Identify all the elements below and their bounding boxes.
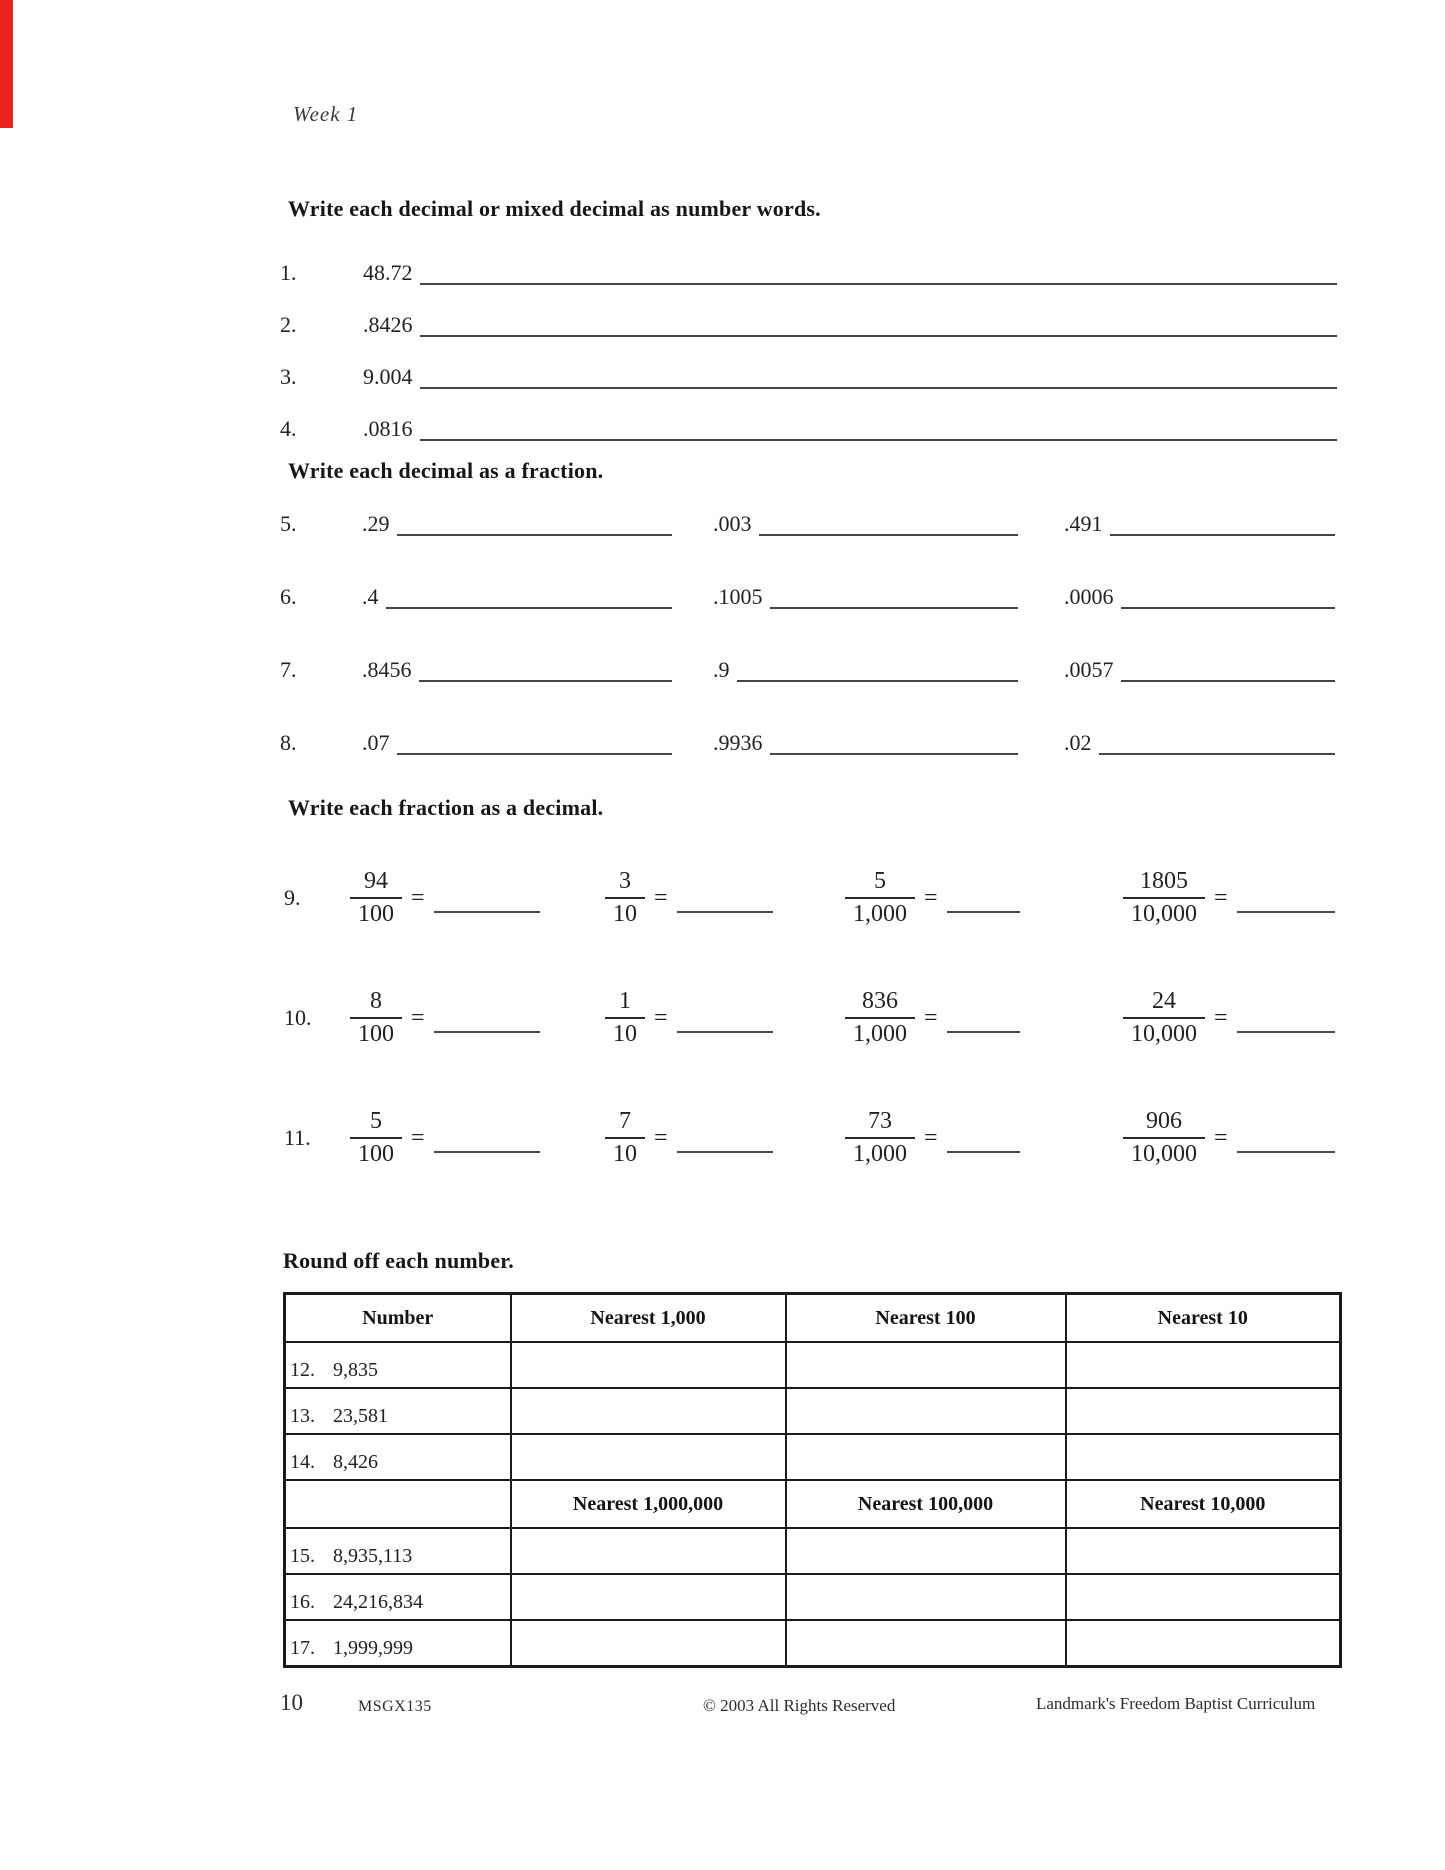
denominator: 10: [605, 897, 645, 929]
table-header-row: [285, 1294, 1341, 1343]
answer-blank-line: [677, 1031, 773, 1033]
item-number: 9.: [284, 885, 301, 910]
equals-sign: =: [654, 1124, 668, 1151]
answer-area: [362, 584, 672, 610]
item-value: 8,426: [333, 1451, 378, 1473]
item-value: .9936: [713, 730, 763, 755]
denominator: 10,000: [1123, 1017, 1205, 1049]
denominator: 1,000: [845, 897, 915, 929]
fraction-problem: [605, 973, 773, 1063]
denominator: 1,000: [845, 1017, 915, 1049]
numerator: 5: [370, 1108, 382, 1135]
answer-area: [1064, 511, 1335, 537]
answer-area: [713, 511, 1018, 537]
item-number: 2.: [280, 312, 297, 337]
answer-blank-line: [420, 387, 1338, 389]
denominator: 10: [605, 1137, 645, 1169]
fraction-problem: [845, 973, 1020, 1063]
answer-blank-line: [1099, 753, 1336, 755]
number-cell: [285, 1620, 511, 1667]
fraction-problem: [350, 1093, 540, 1183]
numerator: 906: [1146, 1108, 1182, 1135]
answer-area: [713, 657, 1018, 683]
answer-blank-line: [737, 680, 1019, 682]
equals-sign: =: [411, 1124, 425, 1151]
numerator: 94: [364, 868, 388, 895]
item-number: 13.: [290, 1405, 315, 1427]
fraction-problem: [845, 1093, 1020, 1183]
fraction: [845, 987, 915, 1049]
item-value: 48.72: [363, 260, 413, 285]
item-value: .29: [362, 511, 390, 536]
table-row: [285, 1574, 1341, 1620]
fraction: [350, 1107, 402, 1169]
numerator: 836: [862, 988, 898, 1015]
table-row: [285, 1528, 1341, 1574]
answer-blank-line: [420, 283, 1338, 285]
answer-blank-line: [397, 534, 673, 536]
table-row: [285, 1342, 1341, 1388]
fraction: [845, 1107, 915, 1169]
answer-cell: [786, 1528, 1066, 1574]
denominator: 10,000: [1123, 1137, 1205, 1169]
answer-blank-line: [434, 1151, 540, 1153]
answer-area: [362, 730, 672, 756]
answer-blank-line: [419, 680, 673, 682]
item-number: 12.: [290, 1359, 315, 1381]
answer-cell: [786, 1434, 1066, 1480]
equals-sign: =: [1214, 1124, 1228, 1151]
answer-cell: [511, 1574, 786, 1620]
item-row-5: [280, 505, 1337, 537]
copyright-text: © 2003 All Rights Reserved: [703, 1696, 896, 1715]
table-row: [285, 1434, 1341, 1480]
answer-cell: [786, 1620, 1066, 1667]
item-row-2: [280, 306, 1337, 338]
item-value: .07: [362, 730, 390, 755]
answer-cell: [1066, 1574, 1341, 1620]
item-value: .003: [713, 511, 752, 536]
item-number: 6.: [280, 584, 297, 609]
item-number: 8.: [280, 730, 297, 755]
week-label: Week 1: [293, 102, 359, 126]
denominator: 100: [350, 1137, 402, 1169]
column-header: Number: [285, 1294, 511, 1343]
answer-area: [362, 511, 672, 537]
answer-blank-line: [1237, 911, 1335, 913]
fraction-problem: [1123, 1093, 1335, 1183]
answer-blank-line: [947, 1151, 1020, 1153]
answer-area: [363, 312, 1337, 338]
column-header: [285, 1480, 511, 1528]
column-header: Nearest 10,000: [1066, 1480, 1341, 1528]
answer-blank-line: [1121, 680, 1336, 682]
denominator: 100: [350, 1017, 402, 1049]
item-value: .9: [713, 657, 730, 682]
equals-sign: =: [924, 1124, 938, 1151]
numerator: 1: [619, 988, 631, 1015]
numerator: 8: [370, 988, 382, 1015]
answer-cell: [511, 1342, 786, 1388]
section-rounding-heading: Round off each number.: [283, 1248, 514, 1273]
item-row-4: [280, 410, 1337, 442]
item-value: .0816: [363, 416, 413, 441]
item-row-1: [280, 254, 1337, 286]
answer-blank-line: [677, 1151, 773, 1153]
item-number: 17.: [290, 1637, 315, 1659]
fraction-problem: [845, 853, 1020, 943]
number-cell: [285, 1388, 511, 1434]
table-row: [285, 1620, 1341, 1667]
item-value: 8,935,113: [333, 1545, 413, 1567]
item-value: 24,216,834: [333, 1591, 423, 1613]
answer-cell: [511, 1528, 786, 1574]
section-number-words-heading: Write each decimal or mixed decimal as number words.: [288, 196, 821, 221]
column-header: Nearest 100: [786, 1294, 1066, 1343]
equals-sign: =: [654, 884, 668, 911]
answer-blank-line: [759, 534, 1019, 536]
answer-cell: [786, 1574, 1066, 1620]
fraction: [350, 987, 402, 1049]
table-row: [285, 1388, 1341, 1434]
numerator: 73: [868, 1108, 892, 1135]
item-row-7: [280, 651, 1337, 683]
item-row-10: [280, 973, 1337, 1063]
answer-blank-line: [947, 1031, 1020, 1033]
page-number: 10: [280, 1690, 303, 1715]
answer-blank-line: [386, 607, 673, 609]
answer-blank-line: [1237, 1031, 1335, 1033]
fraction-problem: [605, 853, 773, 943]
item-number: 10.: [284, 1005, 312, 1030]
item-number: 5.: [280, 511, 297, 536]
answer-blank-line: [434, 1031, 540, 1033]
item-value: 1,999,999: [333, 1637, 413, 1659]
numerator: 7: [619, 1108, 631, 1135]
item-number: 15.: [290, 1545, 315, 1567]
item-value: .1005: [713, 584, 763, 609]
number-cell: [285, 1342, 511, 1388]
answer-blank-line: [770, 607, 1019, 609]
fraction-problem: [605, 1093, 773, 1183]
section-decimal-fraction-heading: Write each decimal as a fraction.: [288, 458, 604, 483]
answer-cell: [786, 1342, 1066, 1388]
item-value: 23,581: [333, 1405, 388, 1427]
answer-cell: [786, 1388, 1066, 1434]
answer-area: [713, 730, 1018, 756]
equals-sign: =: [654, 1004, 668, 1031]
denominator: 10: [605, 1017, 645, 1049]
equals-sign: =: [924, 1004, 938, 1031]
denominator: 10,000: [1123, 897, 1205, 929]
answer-area: [362, 657, 672, 683]
rounding-table: [283, 1292, 1342, 1668]
answer-cell: [1066, 1434, 1341, 1480]
fraction: [350, 867, 402, 929]
answer-blank-line: [420, 335, 1338, 337]
answer-blank-line: [434, 911, 540, 913]
denominator: 1,000: [845, 1137, 915, 1169]
item-row-8: [280, 724, 1337, 756]
item-row-6: [280, 578, 1337, 610]
fraction: [1123, 987, 1205, 1049]
answer-blank-line: [947, 911, 1020, 913]
fraction-problem: [1123, 973, 1335, 1063]
numerator: 5: [874, 868, 886, 895]
item-number: 11.: [284, 1125, 311, 1150]
fraction-problem: [350, 973, 540, 1063]
column-header: Nearest 100,000: [786, 1480, 1066, 1528]
item-number: 1.: [280, 260, 297, 285]
section-fraction-decimal-heading: Write each fraction as a decimal.: [288, 795, 604, 820]
number-cell: [285, 1528, 511, 1574]
answer-area: [1064, 657, 1335, 683]
fraction: [1123, 1107, 1205, 1169]
item-number: 14.: [290, 1451, 315, 1473]
answer-blank-line: [420, 439, 1338, 441]
numerator: 1805: [1140, 868, 1188, 895]
answer-area: [713, 584, 1018, 610]
item-row-3: [280, 358, 1337, 390]
answer-area: [363, 364, 1337, 390]
item-number: 7.: [280, 657, 297, 682]
equals-sign: =: [411, 1004, 425, 1031]
table-header-row: [285, 1480, 1341, 1528]
column-header: Nearest 1,000,000: [511, 1480, 786, 1528]
item-value: .8426: [363, 312, 413, 337]
item-value: 9,835: [333, 1359, 378, 1381]
item-row-9: [280, 853, 1337, 943]
answer-blank-line: [1121, 607, 1336, 609]
fraction: [605, 867, 645, 929]
course-code: MSGX135: [358, 1698, 432, 1715]
answer-cell: [511, 1620, 786, 1667]
fraction: [605, 1107, 645, 1169]
equals-sign: =: [924, 884, 938, 911]
item-value: .4: [362, 584, 379, 609]
item-value: .0057: [1064, 657, 1114, 682]
item-value: .8456: [362, 657, 412, 682]
answer-area: [1064, 730, 1335, 756]
answer-cell: [1066, 1342, 1341, 1388]
column-header: Nearest 1,000: [511, 1294, 786, 1343]
answer-blank-line: [397, 753, 673, 755]
answer-area: [363, 260, 1337, 286]
numerator: 3: [619, 868, 631, 895]
item-value: .0006: [1064, 584, 1114, 609]
column-header: Nearest 10: [1066, 1294, 1341, 1343]
item-number: 16.: [290, 1591, 315, 1613]
answer-cell: [1066, 1528, 1341, 1574]
item-number: 3.: [280, 364, 297, 389]
answer-cell: [511, 1388, 786, 1434]
answer-area: [1064, 584, 1335, 610]
answer-cell: [1066, 1388, 1341, 1434]
item-value: .02: [1064, 730, 1092, 755]
number-cell: [285, 1434, 511, 1480]
fraction: [1123, 867, 1205, 929]
fraction-problem: [350, 853, 540, 943]
fraction: [605, 987, 645, 1049]
item-row-11: [280, 1093, 1337, 1183]
item-value: .491: [1064, 511, 1103, 536]
answer-blank-line: [1110, 534, 1336, 536]
answer-blank-line: [770, 753, 1019, 755]
equals-sign: =: [1214, 884, 1228, 911]
scan-edge-red-mark: [0, 0, 13, 128]
equals-sign: =: [1214, 1004, 1228, 1031]
item-number: 4.: [280, 416, 297, 441]
answer-area: [363, 416, 1337, 442]
answer-cell: [511, 1434, 786, 1480]
fraction-problem: [1123, 853, 1335, 943]
denominator: 100: [350, 897, 402, 929]
answer-blank-line: [677, 911, 773, 913]
number-cell: [285, 1574, 511, 1620]
equals-sign: =: [411, 884, 425, 911]
numerator: 24: [1152, 988, 1176, 1015]
answer-blank-line: [1237, 1151, 1335, 1153]
item-value: 9.004: [363, 364, 413, 389]
answer-cell: [1066, 1620, 1341, 1667]
publisher-text: Landmark's Freedom Baptist Curriculum: [1036, 1694, 1316, 1713]
fraction: [845, 867, 915, 929]
